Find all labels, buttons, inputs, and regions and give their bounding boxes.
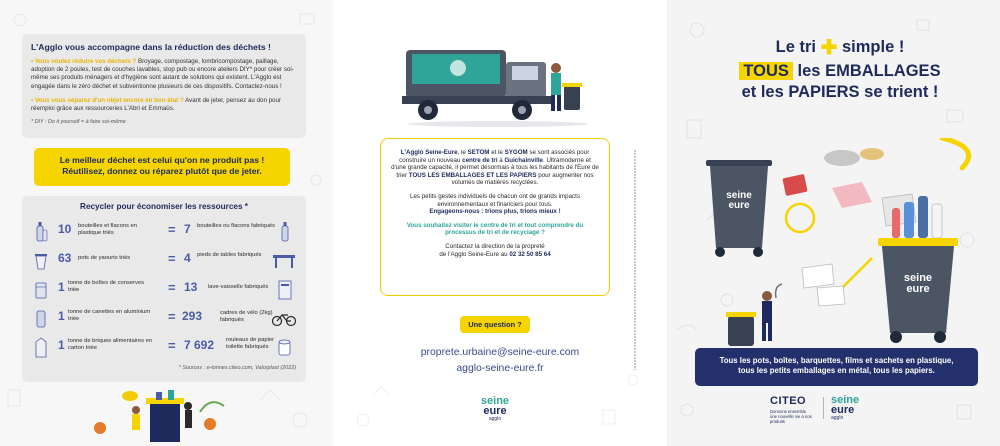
stat-left-text: tonne de canettes en aluminium triée	[68, 309, 151, 322]
headline-part: et les PAPIERS se trient !	[741, 83, 939, 101]
best-waste-slogan	[34, 148, 290, 186]
stats-row: 1 tonne de boîtes de conserves triée = 13 lave-vaisselle fabriqués	[30, 276, 298, 305]
recycling-stats-box	[22, 196, 306, 382]
stat-right-text: bouteilles ou flacons fabriqués	[197, 223, 275, 229]
stat-left-number: 1	[58, 309, 65, 323]
stats-row: 63 pots de yaourts triés = 4 pieds de tables fabriqués	[30, 247, 298, 276]
svg-text:seine: seine	[903, 272, 933, 284]
svg-text:eure: eure	[906, 283, 930, 295]
headline-part: les EMBALLAGES	[797, 62, 941, 80]
stat-right-number: 293	[182, 309, 203, 323]
plus-icon: ✚	[820, 37, 838, 59]
stat-right-number: 7 692	[184, 338, 215, 352]
website-link[interactable]: agglo-seine-eure.fr	[456, 363, 544, 374]
truck-icon	[398, 40, 594, 130]
stat-left-text: pots de yaourts triés	[78, 255, 131, 261]
engagement-paragraph: Les petits gestes individuels de chacun ont de grands impacts environnementaux et financiers pour tous. Engageons-nous : trions plus, trions mieux !	[410, 192, 580, 216]
reduce-waste-lead: Vous voulez réduire vos déchets ?	[34, 58, 137, 65]
stat-right-text: cadres de vélo (2kg) fabriqués	[220, 310, 273, 323]
citeo-tagline: Donnons ensemble une nouvelle vie à nos produits	[770, 409, 812, 424]
stat-left-number: 10	[58, 222, 72, 236]
stat-right-number: 4	[184, 251, 191, 265]
agglo-support-box	[22, 34, 306, 138]
stat-right-text: rouleaux de papier toilette fabriqués	[226, 337, 275, 350]
banner-line-2: tous les petits emballages en métal, tous les papiers.	[738, 366, 935, 375]
can-icon	[34, 278, 48, 300]
bottle-icon	[278, 220, 292, 242]
reduce-waste-text: Broyage, compostage, lombricompostage, paillage, adoption de 2 poules, test de couches lavables, stop pub ou encore ateliers DIY* pour créer soi-même ses produits ménagers et d'hygiène sont autant de solutions qui existent. L'Agglo est engagée dans le zéro déchet et subventionne plusieurs de ces dispositifs. Contactez-nous !	[31, 58, 294, 90]
sorting-bins-illustration	[692, 138, 982, 348]
bottle-icon	[34, 220, 48, 242]
partner-logos	[770, 395, 920, 425]
donate-text: Avant de jeter, pensez au don pour réemploi grâce aux ressourceries L'Abri et Emmaüs.	[31, 96, 282, 113]
stat-left-text: tonne de briques alimentaires en carton triée	[68, 338, 153, 351]
headline-part: Le tri	[775, 38, 817, 56]
stat-right-text: pieds de tables fabriqués	[197, 252, 262, 258]
stats-row: 1 tonne de briques alimentaires en carton triée = 7 692 rouleaux de papier toilette fabriqués	[30, 334, 298, 363]
headline-highlight: TOUS	[739, 62, 793, 80]
toilet-roll-icon	[278, 336, 292, 358]
stat-left-number: 1	[58, 280, 65, 294]
diy-footnote: * DIY : Do it yourself = à faire soi-même	[31, 119, 126, 126]
recycling-stats-heading: Recycler pour économiser les ressources *	[80, 202, 248, 211]
headline	[700, 35, 980, 102]
stat-right-number: 7	[184, 222, 191, 236]
sources-note: * Sources : e-tonnes.citeo.com, Valorplast (2022)	[178, 365, 296, 371]
bin-icon	[878, 238, 958, 343]
legal-mentions-vertical	[631, 150, 639, 370]
left-panel	[0, 0, 333, 446]
svg-text:eure: eure	[728, 200, 750, 211]
slogan-line-1: Le meilleur déchet est celui qu'on ne produit pas !	[59, 155, 265, 165]
stat-left-text: bouteilles et flacons en plastique triés	[78, 223, 137, 236]
agglo-support-heading: L'Agglo vous accompagne dans la réduction des déchets !	[31, 42, 271, 52]
donate-lead: Vous vous séparez d'un objet encore en bon état ?	[34, 96, 184, 104]
stats-row: 10 bouteilles et flacons en plastique triés = 7 bouteilles ou flacons fabriqués	[30, 218, 298, 247]
aluminium-can-icon	[34, 307, 48, 329]
carton-icon	[34, 336, 48, 358]
stat-left-number: 1	[58, 338, 65, 352]
question-badge: Une question ?	[460, 316, 530, 333]
headline-part: simple !	[841, 38, 905, 56]
donate-paragraph: • Vous vous séparez d'un objet encore en bon état ? Avant de jeter, pensez au don pour réemploi grâce aux ressourceries L'Abri et Emmaüs.	[31, 96, 282, 113]
seine-eure-logo: seine eure agglo	[831, 394, 860, 421]
svg-text:seine: seine	[726, 190, 752, 201]
seine-eure-logo: seine eure agglo	[480, 395, 510, 422]
reduce-waste-paragraph: • Vous voulez réduire vos déchets ? Broyage, compostage, lombricompostage, paillage, adoption de 2 poules, test de couches lavables, stop pub ou encore ateliers DIY* pour créer soi-même ses produits ménagers et d'hygiène sont autant de solutions qui existent. L'Agglo est engagée dans le zéro déchet et subventionne plusieurs de ces dispositifs. Contactez-nous !	[31, 58, 294, 90]
stat-left-text: tonne de boîtes de conserves triée	[68, 280, 145, 293]
stats-row: 1 tonne de canettes en aluminium triée = 293 cadres de vélo (2kg) fabriqués	[30, 305, 298, 334]
stat-right-text: lave-vaisselle fabriqués	[208, 284, 269, 290]
bin-icon	[706, 160, 772, 257]
slogan-line-2: Réutilisez, donnez ou réparez plutôt que de jeter.	[62, 166, 262, 176]
accepted-items-banner	[695, 348, 978, 386]
recycling-illustration	[80, 382, 240, 446]
yogurt-pot-icon	[34, 249, 48, 271]
citeo-logo: CITEO	[770, 395, 807, 407]
banner-line-1: Tous les pots, boîtes, barquettes, films et sachets en plastique,	[719, 356, 954, 365]
visit-question: Vous souhaitez visiter le centre de tri et tout comprendre du processus de tri et de recyclage ?	[406, 221, 584, 237]
stat-left-number: 63	[58, 251, 72, 265]
contact-paragraph: Contactez la direction de la propreté de l'Agglo Seine-Eure au 02 32 50 85 64	[439, 242, 551, 258]
sorting-center-box	[380, 138, 610, 296]
email-link[interactable]: proprete.urbaine@seine-eure.com	[420, 347, 580, 358]
stat-right-number: 13	[184, 280, 198, 294]
sorting-center-paragraph: L'Agglo Seine-Eure, le SETOM et le SYGOM se sont associés pour construire un nouveau centre de tri à Guichainville. Ultramoderne et d'une grande capacité, il permet désormais à tous les habitants de l'Eure de trier TOUS LES EMBALLAGES ET LES PAPIERS pour augmenter nos volumes de matières recyclées.	[391, 149, 599, 187]
table-icon	[272, 251, 296, 269]
contact-phone[interactable]: 02 32 50 85 64	[509, 250, 551, 258]
bike-icon	[272, 311, 296, 327]
dishwasher-icon	[278, 278, 292, 300]
